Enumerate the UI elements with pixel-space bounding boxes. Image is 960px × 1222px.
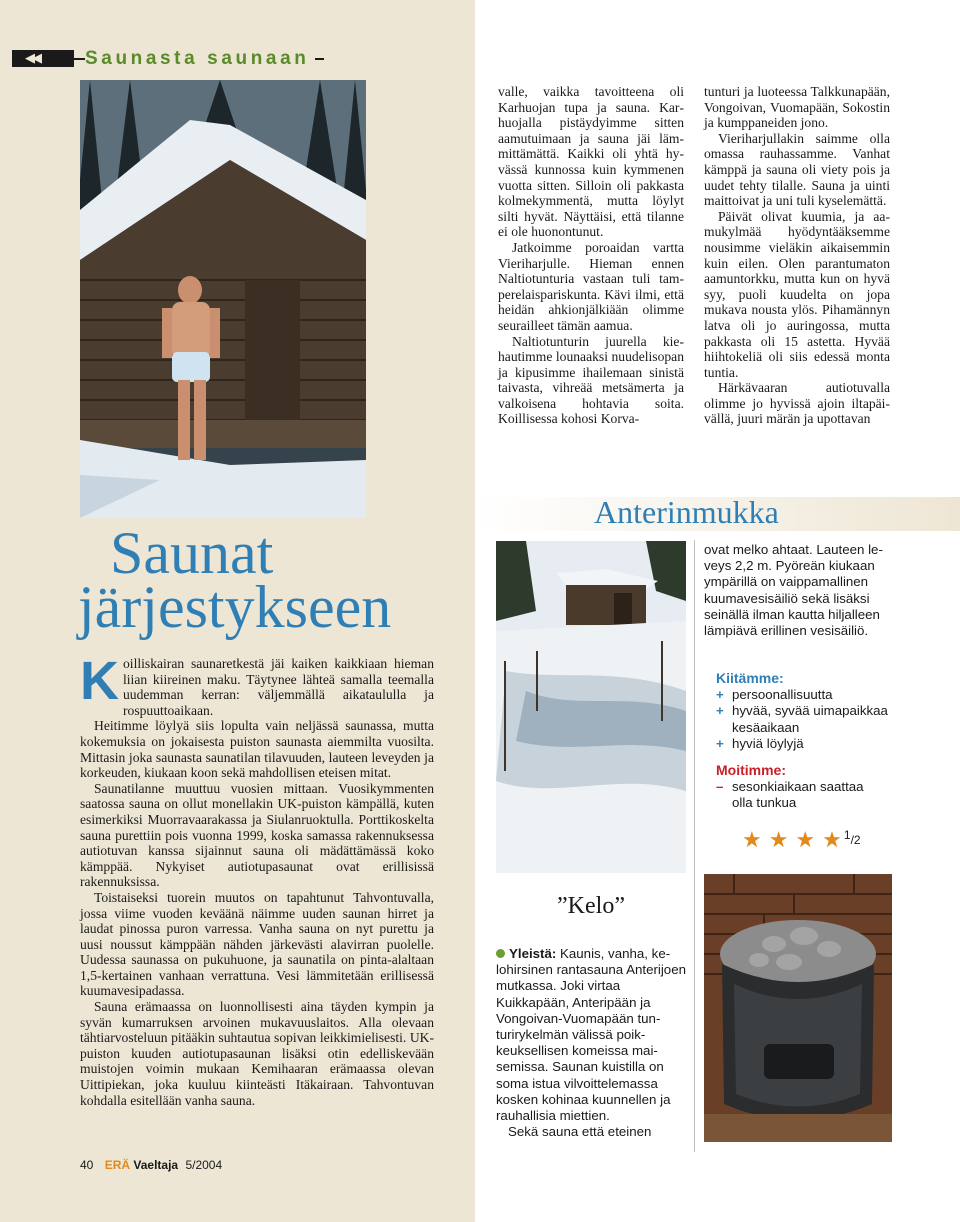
minus-icon: – bbox=[716, 779, 724, 795]
kiitamme-item-text: hyviä löylyjä bbox=[732, 735, 804, 751]
col2-paragraph-1: valle, vaikka tavoitteena oli Karhuojan tupa ja sauna. Karhuojalla pistäydyimme sitten aamutuimaan ja sauna jäi lämmittämättä. Kaikki oli yhtä hyvässä kunnossa kuin kymmenen vuotta sitten. Silloin oli pakkasta kolmekymmentä, mutta löylyt silti hyvät. Näyttäisi, että tilanne ei ole huonontunut. bbox=[498, 84, 684, 240]
kiitamme-label: Kiitämme: bbox=[716, 670, 784, 686]
col2-paragraph-3: Naltiotunturin juurella kiehautimme lounaaksi nuudelisopan ja kipusimme ihailemaan sinistä taivasta, vihreää metsämerta ja valkoisena hohtavia soita. Koillisessa kohosi Korva- bbox=[498, 333, 684, 427]
half-numerator: 1 bbox=[843, 828, 851, 842]
box-title: Anterinmukka bbox=[594, 494, 779, 530]
lead-paragraph-2: Heitimme löylyä siis lopulta vain neljässä saunassa, mutta kokemuksia on jokaisesta puiston saunasta aiemmilta vuosilta. Mittasin joka saunasta saunatilan tilavuuden, lauteen leveyden ja korkeuden, kiukaan koon sekä mahdollisen eteisen mitat. bbox=[80, 718, 434, 781]
lead-column bbox=[80, 651, 434, 1108]
lead-paragraph-4: Toistaiseksi tuorein muutos on tapahtunut Tahvontuvalla, jossa viime vuoden keväänä näimme uuden saunan hirret ja laudat pinossa puron varressa. Vanha sauna on nyt purettu ja uusi noussut kämppään nähden järkevästi alavirran puolelle. Uudessa saunassa on pukuhuone, ja saunatila on pinta-alaltaan 1,5-kertainen vanhaan verrattuna. Vesi lämmitetään erillisessä kuumavesipadassa. bbox=[80, 889, 434, 999]
yleista-paragraph bbox=[496, 946, 688, 1124]
magazine-name: Vaeltaja bbox=[133, 1158, 179, 1172]
rewind-icon[interactable]: ◀◀ bbox=[25, 51, 39, 66]
half-star-fraction: $^1$/2 bbox=[843, 828, 861, 847]
moitimme-label: Moitimme: bbox=[716, 762, 786, 779]
section-title: Saunasta saunaan bbox=[85, 48, 315, 70]
photo-man-at-sauna bbox=[80, 80, 366, 518]
star-rating bbox=[742, 828, 861, 854]
yleista-block bbox=[496, 946, 688, 1140]
half-denominator: 2 bbox=[853, 833, 861, 847]
kelo-sauna-photo bbox=[496, 541, 686, 873]
section-nav-bar bbox=[12, 50, 74, 67]
kiitamme-item-text: persoonallisuutta bbox=[732, 687, 833, 703]
green-dot-icon bbox=[496, 949, 505, 958]
headline bbox=[78, 520, 478, 640]
kiitamme-item-text: hyvää, syvää uimapaikkaa kesäaikaan bbox=[732, 703, 888, 735]
kiitamme-item bbox=[716, 736, 906, 752]
magazine-era: ERÄ bbox=[104, 1158, 131, 1172]
kiitamme-item bbox=[716, 703, 906, 735]
photo-kelo-sauna bbox=[496, 541, 686, 873]
photo-sauna-stove bbox=[704, 874, 892, 1142]
lead-paragraph-1-text: oilliskairan saunaretkestä jäi kaiken kaikkiaan hieman liian kiireinen maku. Täytynee lähteä samalla teemalla uudemman kerran: väljemmällä aikataululla ja rospuuttoaikaan. bbox=[123, 656, 434, 718]
sauna-cabin-photo bbox=[80, 80, 366, 518]
moitimme-item-text: sesonkiaikaan saattaa olla tunkua bbox=[732, 779, 864, 811]
box-right-text: ovat melko ahtaat. Lauteen leveys 2,2 m. Pyöreän kiukaan ympärillä on vaippamallinen kuumavesisäiliö sekä lisäksi seinällä ilman kautta hiljalleen lämpiävä erillinen vesisäiliö. bbox=[704, 542, 883, 639]
issue-number: 5/2004 bbox=[185, 1158, 223, 1172]
page-footer bbox=[80, 1158, 222, 1172]
dropcap: K bbox=[80, 651, 119, 711]
col3-paragraph-2: Vieriharjullakin saimme olla omassa rauhassamme. Vanhat kämppä ja sauna oli viety pois ja uudet tehty tilalle. Sauna ja uinti maittoivat ja uni tuli kyselemättä. bbox=[704, 130, 890, 209]
col3-paragraph-3: Päivät olivat kuumia, ja aamukylmää hyödyntääksemme nousimme vieläkin aikaisemmin kuin eilen. Olen parantumaton aamuntorkku, mutta kun on hyvä syy, puoli kuudelta on jopa mukava nousta ylös. Pihamännyn latva oli jo auringossa, mutta pakkasta oli 15 astetta. Hyvää hiihtokeliä oli siis edessä monta tuntia. bbox=[704, 208, 890, 380]
kiitamme-block bbox=[716, 670, 906, 812]
col3-paragraph-1: tunturi ja luoteessa Talkkunapään, Vongoivan, Vuomapään, Sokostin ja kumppaneiden jono. bbox=[704, 84, 890, 131]
lead-paragraph-5: Sauna erämaassa on luonnollisesti aina täyden kympin ja syvän kumarruksen arvoinen mukavuuslaitos. Alla olevaan tähtiarvosteluun pitääkin suhtautua sopivan leikkimielisesti. UK-puiston kuuden autiotupasaunan lisäksi otin edelliskevään muistojen voimin mukaan Kemihaaran erämaassa olevan Uittipiekan, joka kuuluu kiinteästi Itäkairaan. Tahvontuvan kohdalla esitellään vanha sauna. bbox=[80, 999, 434, 1108]
lead-paragraph-3: Saunatilanne muuttuu vuosien mittaan. Vuosikymmenten saatossa sauna on ollut monellakin UK-puiston kämpällä, kuten esimerkiksi Muorravaarakassa ja Siulanruoktulla. Porttikoskelta sauna purettiin pois vuonna 1999, koska samassa rakennuksessa autiotuvan kanssa sijainnut sauna oli mädättämässä koko kämppää. Nykyiset autiotupasaunat ovat erillisissä rakennuksissa. bbox=[80, 780, 434, 890]
lead-paragraph-1 bbox=[80, 651, 434, 718]
col3-paragraph-4: Härkävaaran autiotuvalla olimme jo hyvissä ajoin iltapäivällä, juuri märän ja upottavan bbox=[704, 380, 890, 427]
moitimme-item bbox=[716, 779, 906, 811]
col2-paragraph-2: Jatkoimme poroaidan vartta Vieriharjulle. Hieman ennen Naltiotunturia vastaan tuli tamperelaispariskunta. Kävi ilmi, että heidän ahkionjälkiään olimme seurailleet tämän aamua. bbox=[498, 239, 684, 333]
article-column-2 bbox=[498, 84, 684, 427]
stove-photo bbox=[704, 874, 892, 1142]
plus-icon: + bbox=[716, 703, 724, 719]
plus-icon: + bbox=[716, 735, 724, 751]
article-column-3 bbox=[704, 84, 890, 427]
yleista-label: Yleistä: bbox=[509, 946, 557, 961]
yleista-paragraph-2: Sekä sauna että eteinen bbox=[508, 1124, 652, 1140]
stars-icon: ★ ★ ★ ★ bbox=[742, 828, 842, 853]
photo-caption: ”Kelo” bbox=[557, 893, 625, 919]
page-number: 40 bbox=[80, 1158, 94, 1172]
headline-line2: järjestykseen bbox=[78, 574, 392, 640]
headline-line1: Saunat bbox=[110, 520, 274, 586]
yleista-text: Kaunis, vanha, kelohirsinen rantasauna Anterijoen mutkassa. Joki virtaa Kuikkapään, Anteripään ja Vongoivan-Vuomapään tunturirykelmän välissä poikkeuksellisen komeissa maisemissa. Saunan kuistilla on soma istua vilvoittelemassa kosken kohinaa kuunnellen ja rauhallisia miettien. bbox=[496, 946, 686, 1124]
plus-icon: + bbox=[716, 687, 724, 703]
kiitamme-item bbox=[716, 687, 906, 703]
box-divider bbox=[694, 540, 695, 1152]
